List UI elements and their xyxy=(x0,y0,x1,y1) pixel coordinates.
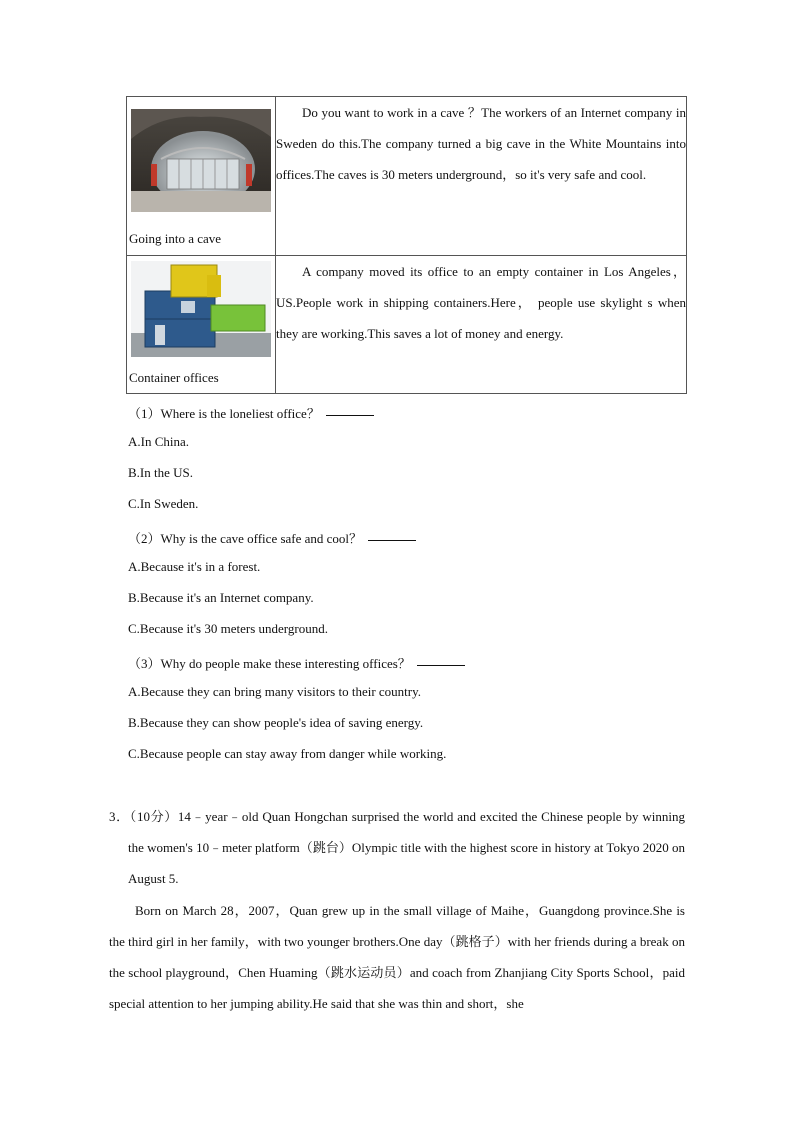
section-3-intro: 3．（10分）14﹣year﹣old Quan Hongchan surprised the world and excited the Chinese people by winning the women's 10﹣meter platform（跳台）Olympic title with the highest score in history at Tokyo 2020 on August 5. xyxy=(109,809,685,887)
answer-blank xyxy=(368,539,416,541)
option-item: A.Because they can bring many visitors to their country. xyxy=(128,684,422,699)
cave-office-photo xyxy=(131,109,271,212)
question-stem xyxy=(128,653,465,672)
option-item: B.In the US. xyxy=(128,465,193,480)
option-item: A.Because it's in a forest. xyxy=(128,559,261,574)
option-item: B.Because it's an Internet company. xyxy=(128,590,314,605)
container-paragraph: A company moved its office to an empty container in Los Angeles，US.People work in shipping containers.Here， people use skylight s when they are working.This saves a lot of money and energy. xyxy=(276,264,686,341)
question-stem xyxy=(128,403,374,422)
question-text: （1）Where is the loneliest office？ xyxy=(128,406,320,421)
option-item: A.In China. xyxy=(128,434,190,449)
image-caption: Container offices xyxy=(129,370,219,385)
text-cell xyxy=(276,97,687,256)
option-item: C.Because people can stay away from danger while working. xyxy=(128,746,447,761)
answer-blank xyxy=(417,664,465,666)
question-stem xyxy=(128,528,416,547)
cave-paragraph: Do you want to work in a cave ？The workers of an Internet company in Sweden do this.The company turned a big cave in the White Mountains into offices.The caves is 30 meters underground，so it's very safe and cool. xyxy=(276,105,686,182)
answer-blank xyxy=(326,414,374,416)
question-text: （3）Why do people make these interesting offices？ xyxy=(128,656,411,671)
table-row xyxy=(127,256,687,394)
option-item: B.Because they can show people's idea of saving energy. xyxy=(128,715,424,730)
option-item: C.Because it's 30 meters underground. xyxy=(128,621,328,636)
image-caption: Going into a cave xyxy=(129,231,222,246)
option-item: C.In Sweden. xyxy=(128,496,199,511)
text-cell xyxy=(276,256,687,394)
section-3 xyxy=(109,801,685,1019)
image-cell xyxy=(127,97,276,256)
reading-table xyxy=(126,96,687,394)
table-row xyxy=(127,97,687,256)
section-3-paragraph: Born on March 28，2007，Quan grew up in the small village of Maihe，Guangdong province.She is the third girl in her family，with two younger brothers.One day（跳格子）with her friends during a break on the school playground，Chen Huaming（跳水运动员）and coach from Zhanjiang City Sports School，paid special attention to her jumping ability.He said that she was thin and short，she xyxy=(109,902,685,1012)
container-office-photo xyxy=(131,261,271,357)
image-cell xyxy=(127,256,276,394)
question-text: （2）Why is the cave office safe and cool？ xyxy=(128,531,363,546)
